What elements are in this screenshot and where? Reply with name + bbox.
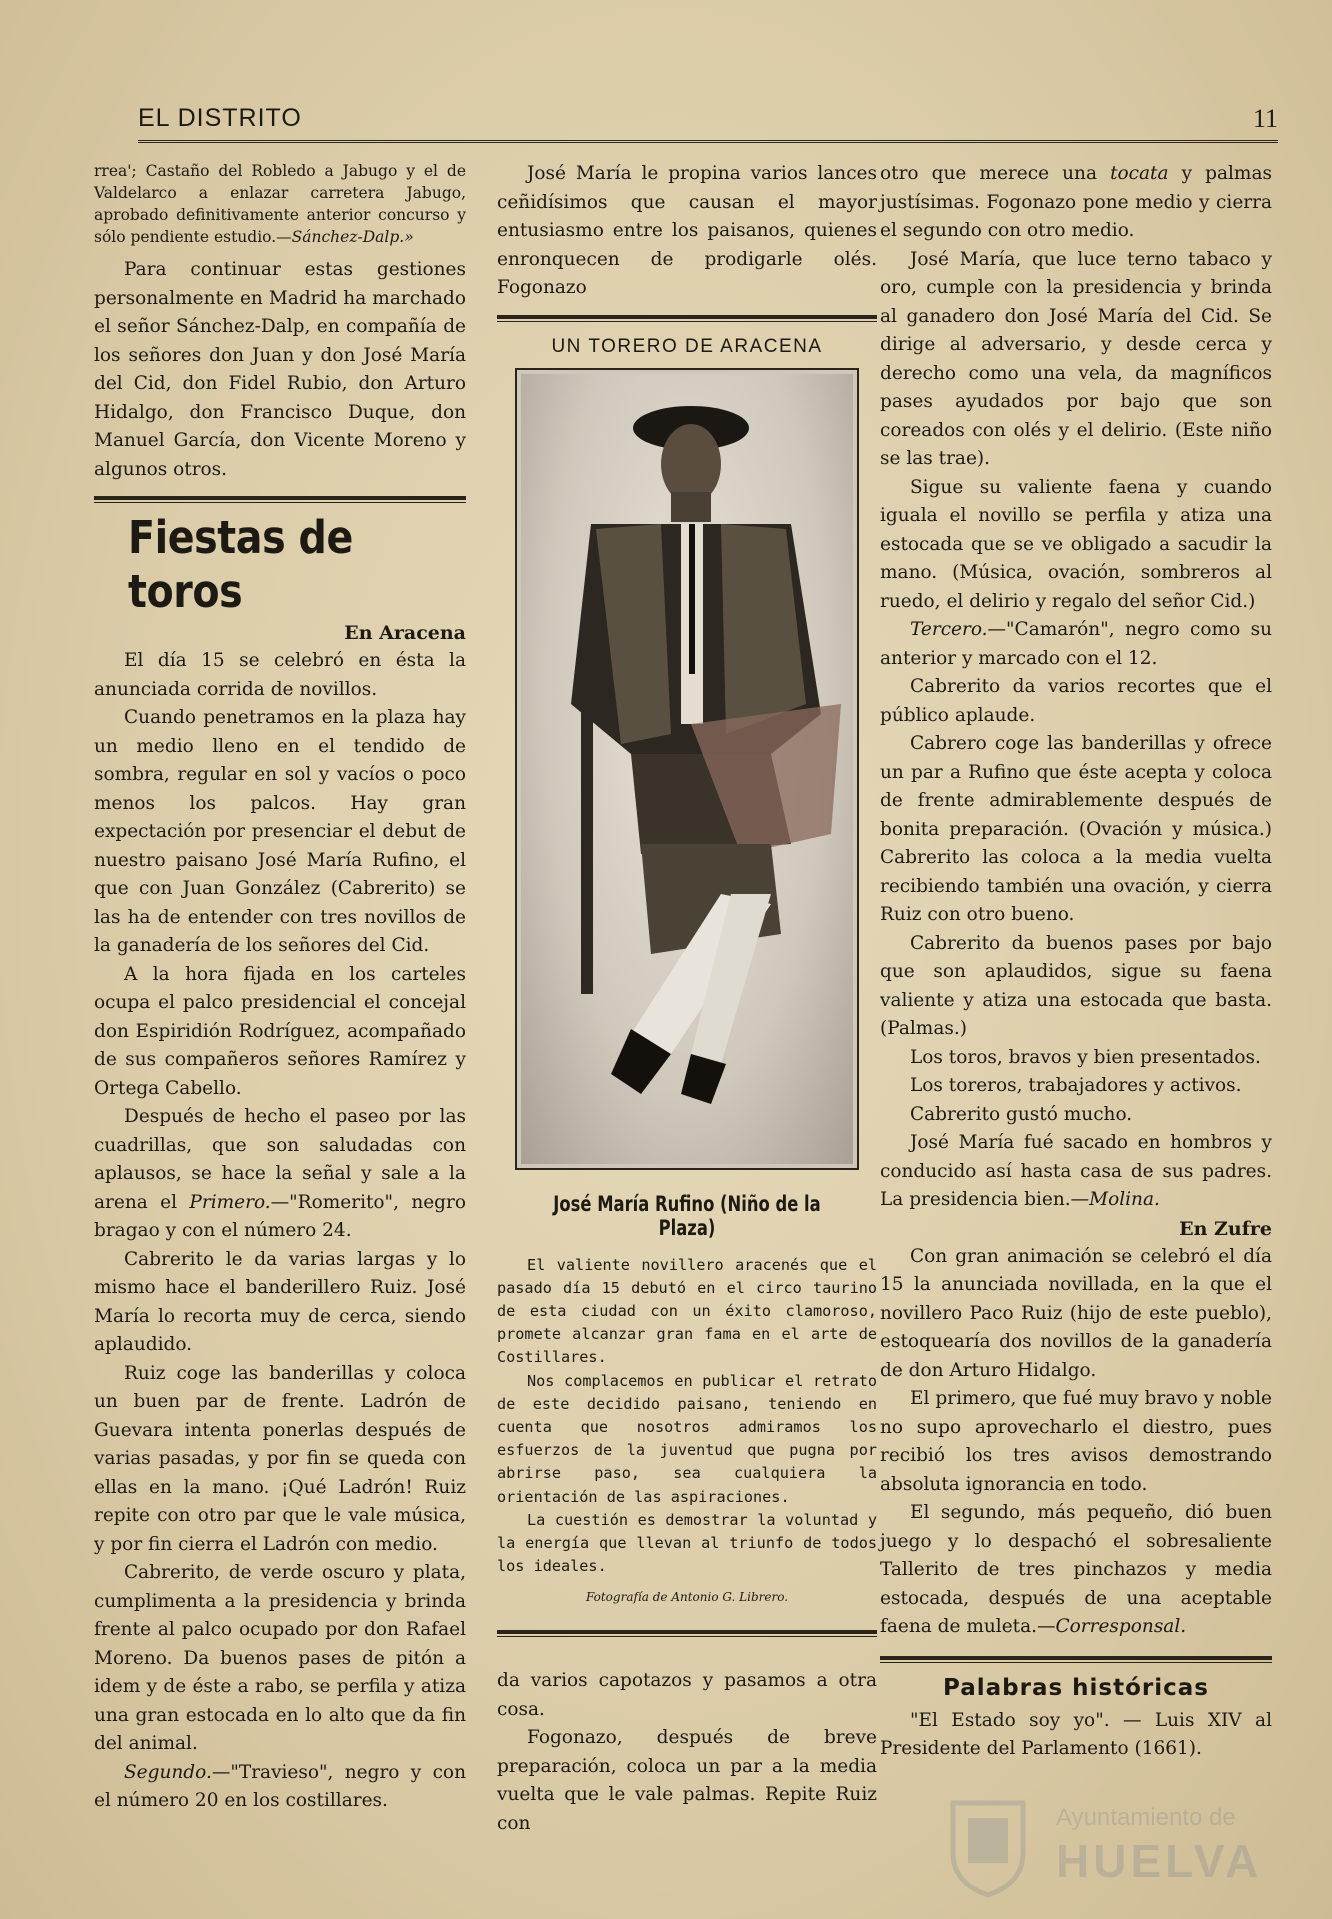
article-paragraph: A la hora fijada en los carteles ocupa el palco presidencial el concejal don Espiridión Rodríguez, acompañado de sus compañeros señores Ramírez y Ortega Cabello. (94, 963, 466, 1099)
column-right (880, 160, 1272, 1764)
photo-caption (497, 1254, 877, 1579)
article-paragraph: El segundo, más pequeño, dió buen juego y lo despachó el sobresaliente Tallerito de tres pinchazos y media estocada, después de una aceptable faena de muleta.—Corresponsal. (880, 1502, 1272, 1637)
article-paragraph: Cabrerito da varios recortes que el público aplaude. (880, 676, 1272, 726)
archive-watermark (938, 1798, 1268, 1898)
caption-paragraph: La cuestión es demostrar la voluntad y la energía que llevan al triunfo de todos los ideales. (497, 1510, 877, 1576)
aracena-subhead: En Aracena (344, 622, 466, 644)
article-paragraph: otro que merece una tocata y palmas justísimas. Fogonazo pone medio y cierra el segundo con otro medio. (880, 163, 1273, 241)
bullfighter-figure-image (521, 374, 853, 1164)
article-paragraph: El día 15 se celebró en ésta la anunciada corrida de novillos. (94, 650, 466, 700)
article-paragraph: José María, que luce terno tabaco y oro, cumple con la presidencia y brinda al ganadero don José María del Cid. Se dirige al adversario, y desde cerca y derecho como una vela, da magníficos pases ayudados por bajo que son coreados con olés y el delirio. (Este niño se las trae). (880, 248, 1272, 469)
section-divider (497, 1630, 877, 1637)
article-paragraph: Los toros, bravos y bien presentados. (910, 1046, 1261, 1068)
article-paragraph: Después de hecho el paseo por las cuadrillas, que son saludadas con aplausos, se hace la señal y sale a la arena el Primero.—"Romerito", negro bragao y con el número 24. (94, 1106, 467, 1241)
article-paragraph: José María le propina varios lances ceñidísimos que causan el mayor entusiasmo entre los paisanos, quienes enronquecen de prodigarle olés. Fogonazo (497, 163, 877, 298)
article-paragraph: da varios capotazos y pasamos a otra cosa. (497, 1670, 877, 1720)
article-paragraph: Con gran animación se celebró el día 15 la anunciada novillada, en la que el novillero Paco Ruiz (hijo de este pueblo), estoquearía dos novillos de la ganadería de don Arturo Hidalgo. (880, 1245, 1272, 1381)
article-paragraph: Segundo.—"Travieso", negro y con el número 20 en los costillares. (94, 1761, 466, 1811)
section-divider (497, 315, 877, 322)
article-paragraph: Cabrero coge las banderillas y ofrece un par a Rufino que éste acepta y coloca de frente admirablemente después de bonita preparación. (Ovación y música.) Cabrerito las coloca a la media vuelta recibiendo también una ovación, y cierra Ruiz con otro bueno. (880, 733, 1272, 925)
article-paragraph: Ruiz coge las banderillas y coloca un buen par de frente. Ladrón de Guevara intenta ponerlas después de varias pasadas, y por fin se queda con ellas en la mano. ¡Qué Ladrón! Ruiz repite con otro par que le vale música, y por fin cierra el Ladrón con medio. (94, 1362, 466, 1555)
section-divider (880, 1656, 1272, 1663)
shield-icon (938, 1798, 1038, 1898)
photo-caption-title: José María Rufino (Niño de la Plaza) (553, 1191, 821, 1240)
article-paragraph: Cuando penetramos en la plaza hay un medio lleno en el tendido de sombra, regular en sol y vacíos o poco menos los palcos. Hay gran expectación por presenciar el debut de nuestro paisano José María Rufino, el que con Juan González (Cabrerito) se las ha de entender con tres novillos de la ganadería de los señores del Cid. (94, 707, 466, 956)
article-paragraph: Cabrerito gustó mucho. (910, 1103, 1133, 1125)
column-middle (497, 160, 877, 1838)
caption-paragraph: Nos complacemos en publicar el retrato de este decidido paisano, teniendo en cuenta que nosotros admiramos los esfuerzos de la juventud que pugna por abrirse paso, sea cualquiera la orientación de las aspiraciones. (497, 1371, 877, 1506)
article-paragraph: El primero, que fué muy bravo y noble no supo aprovecharlo el diestro, pues recibió los tres avisos demostrando absoluta ignorancia en todo. (880, 1388, 1272, 1495)
fiestas-headline: Fiestas de toros (128, 511, 353, 618)
article-paragraph: Cabrerito da buenos pases por bajo que son aplaudidos, sigue su faena valiente y atiza una estocada que basta. (Palmas.) (880, 932, 1272, 1039)
page-number: 11 (1252, 104, 1278, 133)
article-paragraph: Cabrerito, de verde oscuro y plata, cumplimenta a la presidencia y brinda frente al palco ocupado por don Rafael Moreno. Da buenos pases de pitón a idem y de éste a rabo, se perfila y atiza una gran estocada en lo alto que da fin del animal. (94, 1562, 466, 1754)
article-paragraph: Cabrerito le da varias largas y lo mismo hace el banderillero Ruiz. José María lo recorta muy de cerca, siendo aplaudido. (94, 1248, 466, 1355)
watermark-line1: Ayuntamiento de (1056, 1804, 1236, 1831)
watermark-line2: HUELVA (1056, 1835, 1263, 1887)
running-head (138, 104, 1278, 143)
article-paragraph: Sigue su valiente faena y cuando iguala el novillo se perfila y atiza una estocada que se ve obligado a sacudir la mano. (Música, ovación, sombreros al ruedo, el delirio y regalo del señor Cid.) (880, 476, 1272, 612)
article-paragraph: Los toreros, trabajadores y activos. (910, 1075, 1242, 1096)
palabras-quote: "El Estado soy yo". — Luis XIV al Presidente del Parlamento (1661). (880, 1709, 1272, 1759)
article-continuation: rrea'; Castaño del Robledo a Jabugo y el de Valdelarco a enlazar carretera Jabugo, aprobado definitivamente anterior concurso y sólo pendiente estudio.—Sánchez-Dalp.» (94, 162, 466, 246)
newspaper-title: EL DISTRITO (138, 104, 302, 132)
article-paragraph: José María fué sacado en hombros y conducido así hasta casa de sus padres. La presidencia bien.—Molina. (880, 1132, 1272, 1210)
torero-section-title: UN TORERO DE ARACENA (551, 335, 823, 357)
bullfighter-illustration (521, 374, 853, 1164)
torero-portrait-photo (515, 368, 859, 1170)
photo-credit: Fotografía de Antonio G. Librero. (585, 1590, 789, 1605)
article-paragraph: Fogonazo, después de breve preparación, coloca un par a la media vuelta que le vale palmas. Repite Ruiz con (497, 1727, 877, 1834)
column-left (94, 160, 466, 1816)
palabras-title: Palabras históricas (942, 1674, 1209, 1701)
article-paragraph: Para continuar estas gestiones personalmente en Madrid ha marchado el señor Sánchez-Dalp, en compañía de los señores don Juan y don José María del Cid, don Fidel Rubio, don Arturo Hidalgo, don Francisco Duque, don Manuel García, don Vicente Moreno y algunos otros. (94, 259, 466, 480)
caption-paragraph: El valiente novillero aracenés que el pasado día 15 debutó en el circo taurino de esta ciudad con un éxito clamoroso, promete alcanzar gran fama en el arte de Costillares. (497, 1255, 877, 1367)
zufre-subhead: En Zufre (1179, 1217, 1272, 1240)
section-divider (94, 496, 466, 503)
article-paragraph: Tercero.—"Camarón", negro como su anterior y marcado con el 12. (880, 619, 1272, 669)
